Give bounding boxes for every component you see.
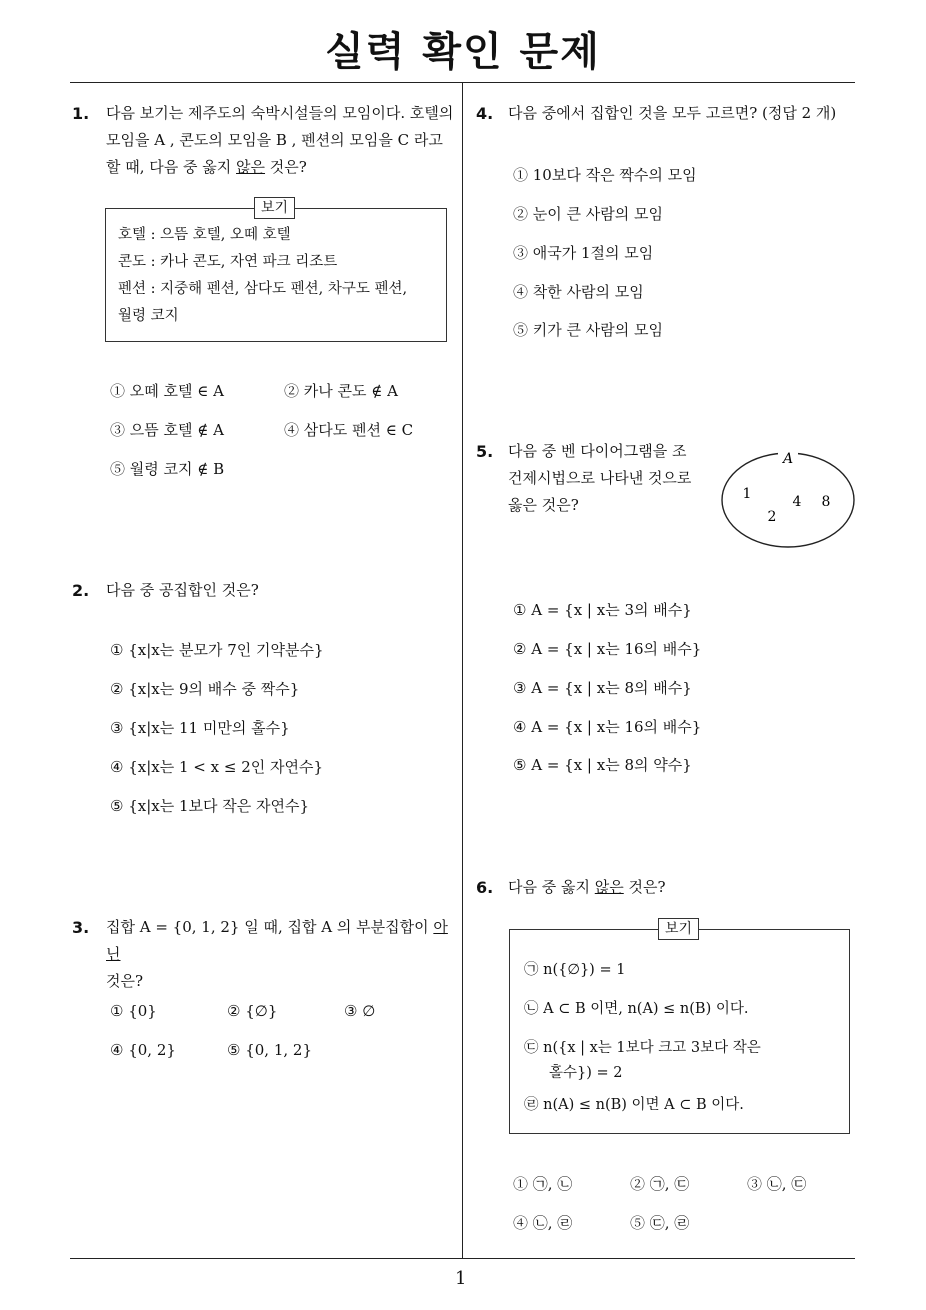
q4-option-3[interactable]: ③ 애국가 1절의 모임 — [513, 244, 654, 262]
q5-option-5[interactable]: ⑤ A = {x | x는 8의 약수} — [513, 756, 692, 774]
q1-number: 1. — [72, 104, 90, 123]
q1-underlined: 않은 — [236, 158, 266, 176]
q5-option-4[interactable]: ④ A = {x | x는 16의 배수} — [513, 718, 702, 736]
q1-box-line: 펜션 : 지중해 펜션, 삼다도 펜션, 차구도 펜션, — [118, 281, 408, 297]
q6-box-label: 보기 — [658, 918, 699, 940]
q2-number: 2. — [72, 581, 90, 600]
q4-option-5[interactable]: ⑤ 키가 큰 사람의 모임 — [513, 321, 663, 339]
venn-element: 8 — [821, 494, 831, 510]
q3-option-3[interactable]: ③ ∅ — [344, 1002, 376, 1020]
q6-option-2[interactable]: ② ㉠, ㉢ — [630, 1175, 690, 1193]
q6-box-line: ㉠ n({∅}) = 1 — [524, 962, 626, 978]
venn-element: 2 — [767, 509, 777, 525]
column-divider — [462, 83, 463, 1258]
q1-option-1[interactable]: ① 오떼 호텔 ∈ A — [110, 382, 224, 400]
q3-underlined: 아닌 — [106, 918, 448, 963]
q1-box-line: 콘도 : 카나 콘도, 자연 파크 리조트 — [118, 254, 338, 270]
q6-underlined: 않은 — [594, 878, 624, 896]
q4-text: 다음 중에서 집합인 것을 모두 고르면? (정답 2 개) — [508, 104, 837, 122]
q2-option-5[interactable]: ⑤ {x|x는 1보다 작은 자연수} — [110, 797, 310, 815]
q4-option-4[interactable]: ④ 착한 사람의 모임 — [513, 283, 644, 301]
venn-element: 1 — [742, 486, 752, 502]
q6-text: 다음 중 옳지 않은 것은? — [508, 878, 666, 896]
q1-line: 다음 보기는 제주도의 숙박시설들의 모임이다. 호텔의 — [106, 104, 454, 122]
q6-option-3[interactable]: ③ ㉡, ㉢ — [747, 1175, 807, 1193]
q2-option-3[interactable]: ③ {x|x는 11 미만의 홀수} — [110, 719, 290, 737]
venn-element: 4 — [792, 494, 802, 510]
q5-line: 다음 중 벤 다이어그램을 조 — [508, 442, 687, 460]
q1-option-5[interactable]: ⑤ 월령 코지 ∉ B — [110, 460, 225, 478]
q1-box-label: 보기 — [254, 197, 295, 219]
q2-option-2[interactable]: ② {x|x는 9의 배수 중 짝수} — [110, 680, 300, 698]
q4-option-2[interactable]: ② 눈이 큰 사람의 모임 — [513, 205, 663, 223]
q6-option-4[interactable]: ④ ㉡, ㉣ — [513, 1214, 573, 1232]
q5-number: 5. — [476, 442, 494, 461]
q6-box-line: ㉢ n({x | x는 1보다 크고 3보다 작은 — [524, 1040, 761, 1056]
q5-option-2[interactable]: ② A = {x | x는 16의 배수} — [513, 640, 702, 658]
bottom-rule — [70, 1258, 855, 1259]
q4-option-1[interactable]: ① 10보다 작은 짝수의 모임 — [513, 166, 697, 184]
q3-number: 3. — [72, 918, 90, 937]
page-number: 1 — [455, 1268, 467, 1289]
page-title: 실력 확인 문제 — [325, 29, 601, 75]
q6-box-line: 홀수}) = 2 — [549, 1065, 623, 1081]
q6-option-5[interactable]: ⑤ ㉢, ㉣ — [630, 1214, 690, 1232]
q1-option-3[interactable]: ③ 으뜸 호텔 ∉ A — [110, 421, 224, 439]
q3-line: 것은? — [106, 972, 144, 990]
q3-option-2[interactable]: ② {∅} — [227, 1002, 278, 1020]
q2-option-4[interactable]: ④ {x|x는 1 < x ≤ 2인 자연수} — [110, 758, 324, 776]
q2-text: 다음 중 공집합인 것은? — [106, 581, 259, 599]
q5-line: 건제시법으로 나타낸 것으로 — [508, 469, 692, 487]
q1-box-content — [118, 222, 407, 330]
venn-set-label: A — [782, 451, 794, 467]
q5-line: 옳은 것은? — [508, 496, 579, 514]
q6-option-1[interactable]: ① ㉠, ㉡ — [513, 1175, 573, 1193]
q1-option-4[interactable]: ④ 삼다도 펜션 ∈ C — [284, 421, 414, 439]
q3-option-1[interactable]: ① {0} — [110, 1002, 157, 1020]
venn-diagram — [715, 445, 860, 555]
q1-text — [106, 100, 456, 181]
q1-line: 모임을 A , 콘도의 모임을 B , 펜션의 모임을 C 라고 — [106, 131, 443, 149]
q6-box-line: ㉣ n(A) ≤ n(B) 이면 A ⊂ B 이다. — [524, 1097, 744, 1113]
q6-number: 6. — [476, 878, 494, 897]
q5-option-1[interactable]: ① A = {x | x는 3의 배수} — [513, 601, 692, 619]
q1-box-line: 호텔 : 으뜸 호텔, 오떼 호텔 — [118, 227, 291, 243]
q4-number: 4. — [476, 104, 494, 123]
q1-line: 할 때, 다음 중 옳지 않은 것은? — [106, 158, 307, 176]
q5-option-3[interactable]: ③ A = {x | x는 8의 배수} — [513, 679, 692, 697]
q3-option-4[interactable]: ④ {0, 2} — [110, 1041, 176, 1059]
q3-line: 집합 A = {0, 1, 2} 일 때, 집합 A 의 부분집합이 아닌 — [106, 918, 448, 963]
q5-text — [508, 438, 691, 519]
q3-text — [106, 914, 458, 995]
q1-option-2[interactable]: ② 카나 콘도 ∉ A — [284, 382, 398, 400]
q3-option-5[interactable]: ⑤ {0, 1, 2} — [227, 1041, 313, 1059]
q1-box-line: 월령 코지 — [118, 308, 179, 324]
q2-option-1[interactable]: ① {x|x는 분모가 7인 기약분수} — [110, 641, 324, 659]
q6-box-line: ㉡ A ⊂ B 이면, n(A) ≤ n(B) 이다. — [524, 1001, 749, 1017]
